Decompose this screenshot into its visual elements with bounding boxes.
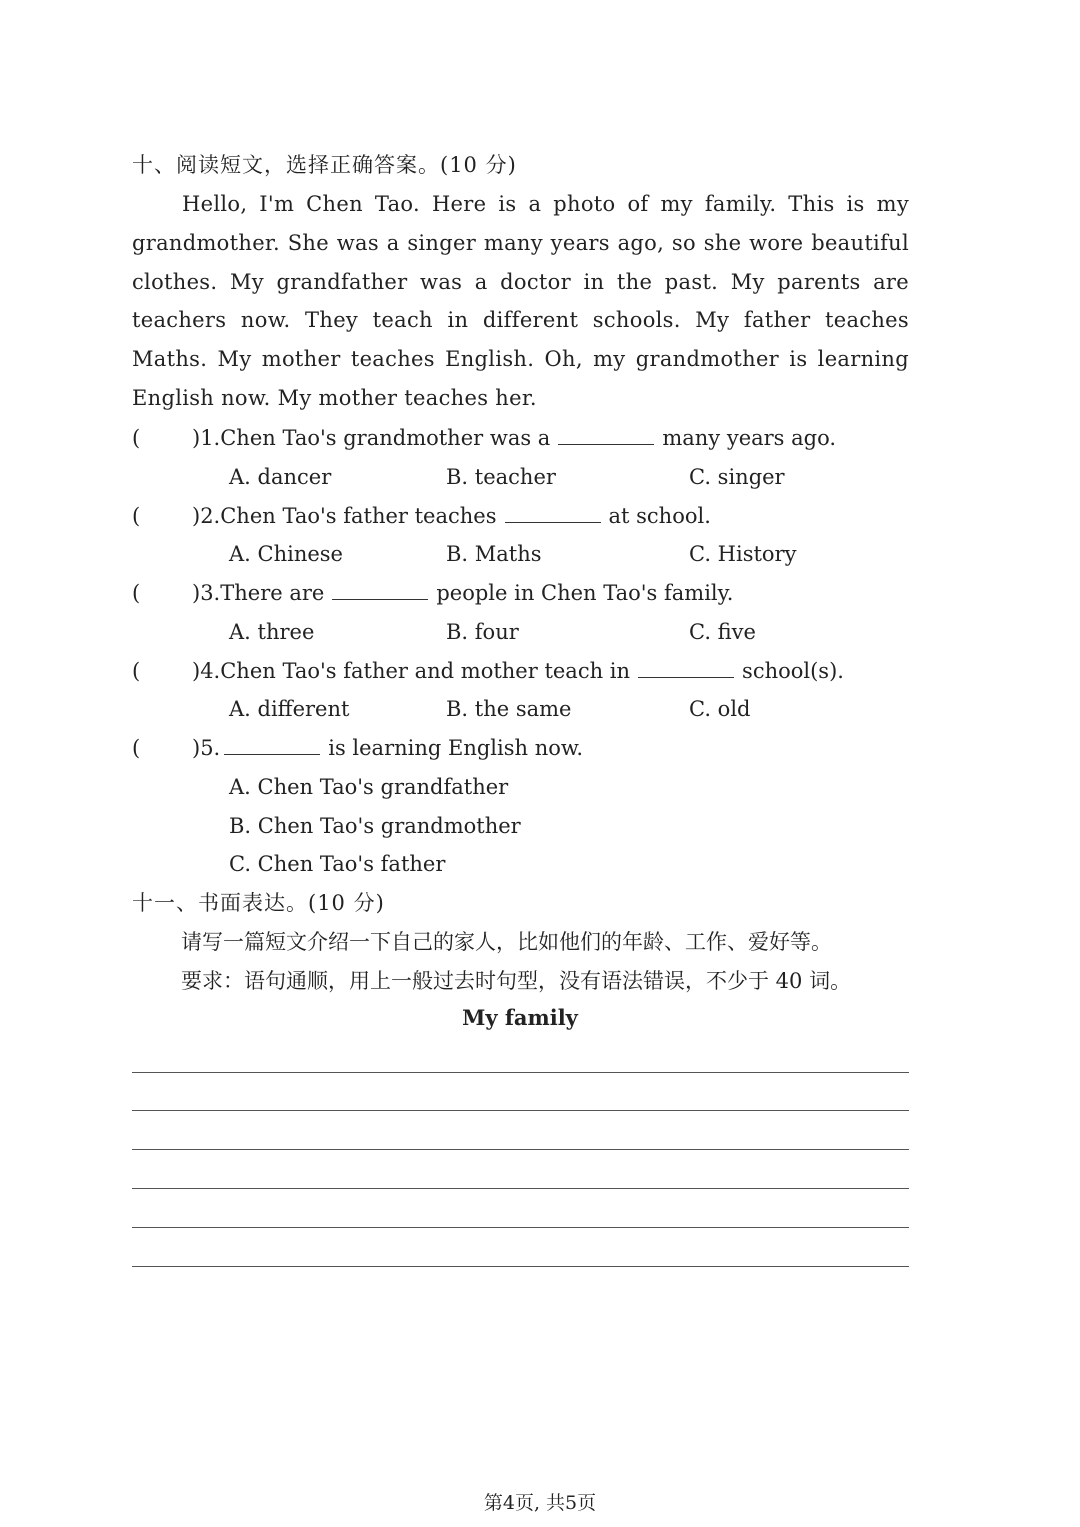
option-a: A. Chen Tao's grandfather bbox=[229, 775, 509, 799]
question-number: )3. bbox=[192, 581, 221, 605]
writing-line[interactable] bbox=[132, 1072, 909, 1073]
answer-blank[interactable] bbox=[505, 502, 601, 523]
question-number: )2. bbox=[192, 504, 221, 528]
question-number: )4. bbox=[192, 659, 221, 683]
answer-paren-open[interactable]: ( bbox=[132, 581, 141, 605]
option-b: B. Chen Tao's grandmother bbox=[229, 814, 521, 838]
answer-paren-open[interactable]: ( bbox=[132, 736, 141, 760]
page-number: 第4页, 共5页 bbox=[483, 1492, 597, 1514]
question-text-after: people in Chen Tao's family. bbox=[436, 581, 734, 605]
question-text-after: is learning English now. bbox=[328, 736, 584, 760]
question-number: )1. bbox=[192, 426, 221, 450]
option-b: B. Maths bbox=[446, 542, 542, 566]
option-a: A. different bbox=[229, 697, 350, 721]
option-c: C. five bbox=[689, 620, 756, 644]
option-b: B. the same bbox=[446, 697, 572, 721]
question-2 bbox=[132, 501, 711, 531]
question-text-before: There are bbox=[220, 581, 325, 605]
writing-line[interactable] bbox=[132, 1266, 909, 1267]
question-text-after: school(s). bbox=[742, 659, 844, 683]
section-10-heading: 十、阅读短文，选择正确答案。(10 分) bbox=[132, 153, 517, 177]
answer-blank[interactable] bbox=[558, 424, 654, 445]
answer-blank[interactable] bbox=[332, 579, 428, 600]
writing-instruction-2: 要求：语句通顺，用上一般过去时句型，没有语法错误，不少于 40 词。 bbox=[181, 969, 852, 993]
question-1 bbox=[132, 423, 836, 453]
question-4 bbox=[132, 656, 844, 686]
writing-instruction-1: 请写一篇短文介绍一下自己的家人，比如他们的年龄、工作、爱好等。 bbox=[181, 930, 832, 954]
passage-text: Hello, I'm Chen Tao. Here is a photo of my family. This is my grandmother. She was a singer many years ago, so she wore beautiful clothes. My grandfather was a doctor in the past. My parents are teachers now. They teach in different schools. My father teaches Maths. My mother teaches English. Oh, my grandmother is learning English now. My mother teaches her. bbox=[132, 192, 909, 410]
option-a: A. Chinese bbox=[229, 542, 343, 566]
question-text-before: Chen Tao's father and mother teach in bbox=[220, 659, 631, 683]
option-a: A. three bbox=[229, 620, 315, 644]
option-c: C. singer bbox=[689, 465, 785, 489]
option-b: B. teacher bbox=[446, 465, 556, 489]
question-3 bbox=[132, 578, 733, 608]
writing-line[interactable] bbox=[132, 1227, 909, 1228]
question-text-before: Chen Tao's father teaches bbox=[220, 504, 497, 528]
section-11-heading: 十一、书面表达。(10 分) bbox=[132, 891, 385, 915]
answer-blank[interactable] bbox=[224, 734, 320, 755]
question-text-after: many years ago. bbox=[662, 426, 837, 450]
writing-line[interactable] bbox=[132, 1149, 909, 1150]
option-a: A. dancer bbox=[229, 465, 332, 489]
answer-paren-open[interactable]: ( bbox=[132, 426, 141, 450]
answer-blank[interactable] bbox=[638, 657, 734, 678]
option-b: B. four bbox=[446, 620, 519, 644]
option-c: C. Chen Tao's father bbox=[229, 852, 446, 876]
question-number: )5. bbox=[192, 736, 221, 760]
option-c: C. old bbox=[689, 697, 751, 721]
essay-title: My family bbox=[462, 1005, 578, 1030]
writing-line[interactable] bbox=[132, 1110, 909, 1111]
question-5 bbox=[132, 733, 583, 763]
answer-paren-open[interactable]: ( bbox=[132, 659, 141, 683]
question-text-before: Chen Tao's grandmother was a bbox=[220, 426, 551, 450]
question-text-after: at school. bbox=[608, 504, 711, 528]
answer-paren-open[interactable]: ( bbox=[132, 504, 141, 528]
writing-line[interactable] bbox=[132, 1188, 909, 1189]
option-c: C. History bbox=[689, 542, 797, 566]
reading-passage bbox=[132, 185, 909, 418]
